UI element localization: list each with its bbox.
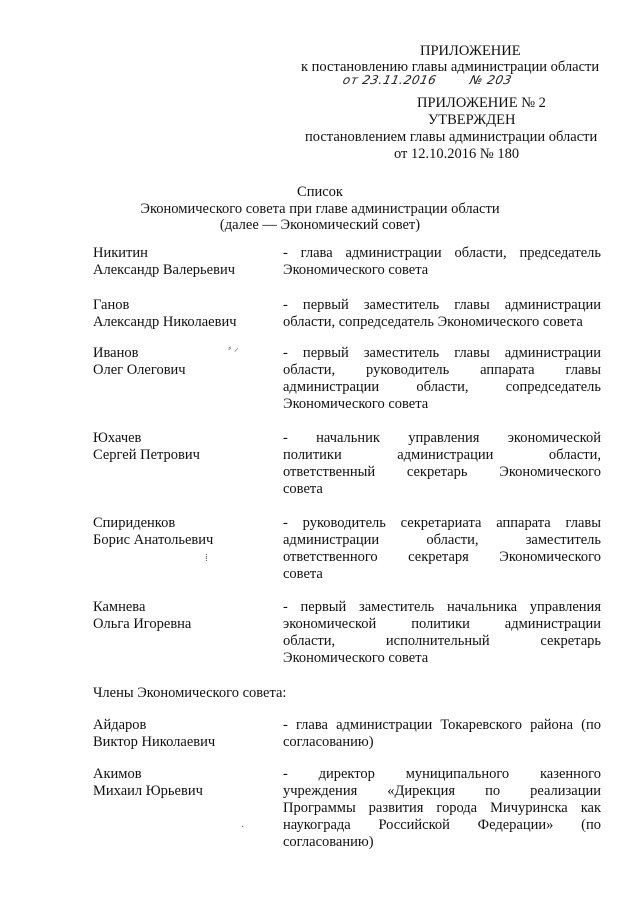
member-role-line: - глава администрации области, председатель <box>283 245 601 261</box>
member-role-line: администрации области, заместитель <box>283 532 601 548</box>
member-surname: Айдаров <box>93 717 147 733</box>
scan-mark: ⁞ <box>205 553 208 564</box>
member-role-line: ответственного секретаря Экономического <box>283 549 601 565</box>
member-given-name: Виктор Николаевич <box>93 734 216 750</box>
scan-mark: · <box>241 822 245 833</box>
member-given-name: Борис Анатольевич <box>93 532 214 548</box>
member-role-line: Экономического совета <box>283 262 429 278</box>
appendix-title: ПРИЛОЖЕНИЕ <box>420 43 521 59</box>
member-surname: Никитин <box>93 245 148 261</box>
member-surname: Иванов <box>93 345 139 361</box>
member-given-name: Михаил Юрьевич <box>93 783 203 799</box>
member-role-line: - руководитель секретариата аппарата главы <box>283 515 601 531</box>
list-subtitle: Экономического совета при главе администрации области <box>140 201 500 217</box>
member-given-name: Александр Николаевич <box>93 314 237 330</box>
member-surname: Ганов <box>93 297 130 313</box>
member-role-line: области, сопредседатель Экономического совета <box>283 314 583 330</box>
member-given-name: Ольга Игоревна <box>93 616 192 632</box>
appendix-2-label: ПРИЛОЖЕНИЕ № 2 <box>417 95 546 111</box>
approved-label: УТВЕРЖДЕН <box>428 112 516 128</box>
member-role-line: совета <box>283 481 323 497</box>
member-role-line: согласованию) <box>283 734 374 750</box>
approved-date: от 12.10.2016 № 180 <box>394 146 520 162</box>
member-role-line: Программы развития города Мичуринска как <box>283 800 601 816</box>
member-role-line: - директор муниципального казенного <box>283 766 601 782</box>
member-role-line: - начальник управления экономической <box>283 430 601 446</box>
member-role-line: наукограда Российской Федерации» (по <box>283 817 601 833</box>
member-role-line: - первый заместитель главы администрации <box>283 297 601 313</box>
member-given-name: Александр Валерьевич <box>93 262 235 278</box>
member-surname: Акимов <box>93 766 142 782</box>
member-role-line: области, исполнительный секретарь <box>283 633 601 649</box>
approved-by: постановлением главы администрации области <box>305 129 598 145</box>
member-role-line: экономической политики администрации <box>283 616 601 632</box>
handwritten-date: от 23.11.2016 <box>341 73 438 87</box>
member-role-line: - первый заместитель начальника управления <box>283 599 601 615</box>
member-role-line: Экономического совета <box>283 396 429 412</box>
member-role-line: - глава администрации Токаревского района (по <box>283 717 601 733</box>
handwritten-number: № 203 <box>468 73 514 87</box>
member-given-name: Олег Олегович <box>93 362 186 378</box>
member-role-line: совета <box>283 566 323 582</box>
member-given-name: Сергей Петрович <box>93 447 200 463</box>
member-role-line: согласованию) <box>283 834 374 850</box>
member-surname: Юхачев <box>93 430 142 446</box>
member-role-line: политики администрации области, <box>283 447 601 463</box>
member-role-line: - первый заместитель главы администрации <box>283 345 601 361</box>
appendix-reference: к постановлению главы администрации области <box>301 59 600 75</box>
member-role-line: администрации области, сопредседатель <box>283 379 601 395</box>
member-surname: Камнева <box>93 599 146 615</box>
member-role-line: области, руководитель аппарата главы <box>283 362 601 378</box>
members-heading: Члены Экономического совета: <box>93 685 287 701</box>
scan-mark: ⸗ ⸝ <box>228 343 239 354</box>
member-role-line: Экономического совета <box>283 650 429 666</box>
member-surname: Спириденков <box>93 515 176 531</box>
list-subtitle-note: (далее — Экономический совет) <box>219 217 421 233</box>
member-role-line: учреждения «Дирекция по реализации <box>283 783 601 799</box>
member-role-line: ответственный секретарь Экономического <box>283 464 601 480</box>
list-title: Список <box>297 184 343 200</box>
